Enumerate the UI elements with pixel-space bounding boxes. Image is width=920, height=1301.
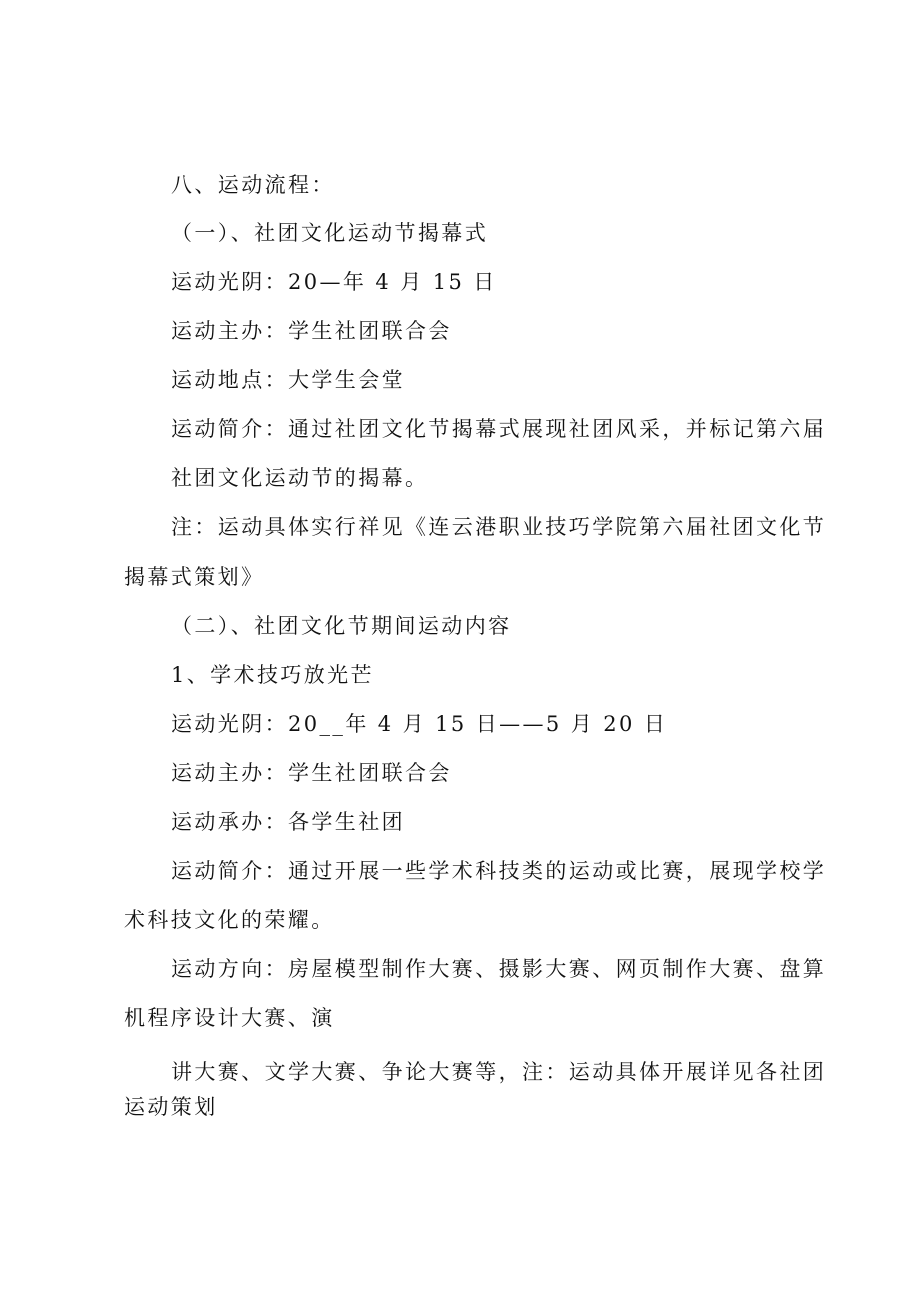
event-note-line2: 揭幕式策划》 [124,565,265,589]
event-organizer-2: 运动承办：各学生社团 [171,810,405,834]
event-intro-2-line2: 术科技文化的荣耀。 [124,908,335,932]
event-intro-2-line1: 运动简介：通过开展一些学术科技类的运动或比赛，展现学校学 [171,859,827,883]
subsection-title-1: （一）、社团文化运动节揭幕式 [171,221,489,245]
event-host-1: 运动主办：学生社团联合会 [171,319,452,343]
section-heading-8: 八、运动流程： [171,173,335,197]
event-continue-line2: 运动策划 [124,1095,218,1119]
event-note-line1: 注：运动具体实行祥见《连云港职业技巧学院第六届社团文化节 [171,515,827,539]
activity-item-1-title: 1、学术技巧放光芒 [171,663,374,687]
subsection-title-2: （二）、社团文化节期间运动内容 [171,614,512,638]
event-time-2: 运动光阴：20__年 4 月 15 日——5 月 20 日 [171,712,668,736]
event-time-1: 运动光阴：20—年 4 月 15 日 [171,270,497,294]
event-intro-1-line2: 社团文化运动节的揭幕。 [171,466,429,490]
event-venue-1: 运动地点：大学生会堂 [171,368,405,392]
event-direction-line1: 运动方向：房屋模型制作大赛、摄影大赛、网页制作大赛、盘算 [171,957,827,981]
event-direction-line2: 机程序设计大赛、演 [124,1006,335,1030]
event-intro-1-line1: 运动简介：通过社团文化节揭幕式展现社团风采，并标记第六届 [171,417,827,441]
event-continue-line1: 讲大赛、文学大赛、争论大赛等，注：运动具体开展详见各社团 [171,1060,827,1084]
event-host-2: 运动主办：学生社团联合会 [171,761,452,785]
